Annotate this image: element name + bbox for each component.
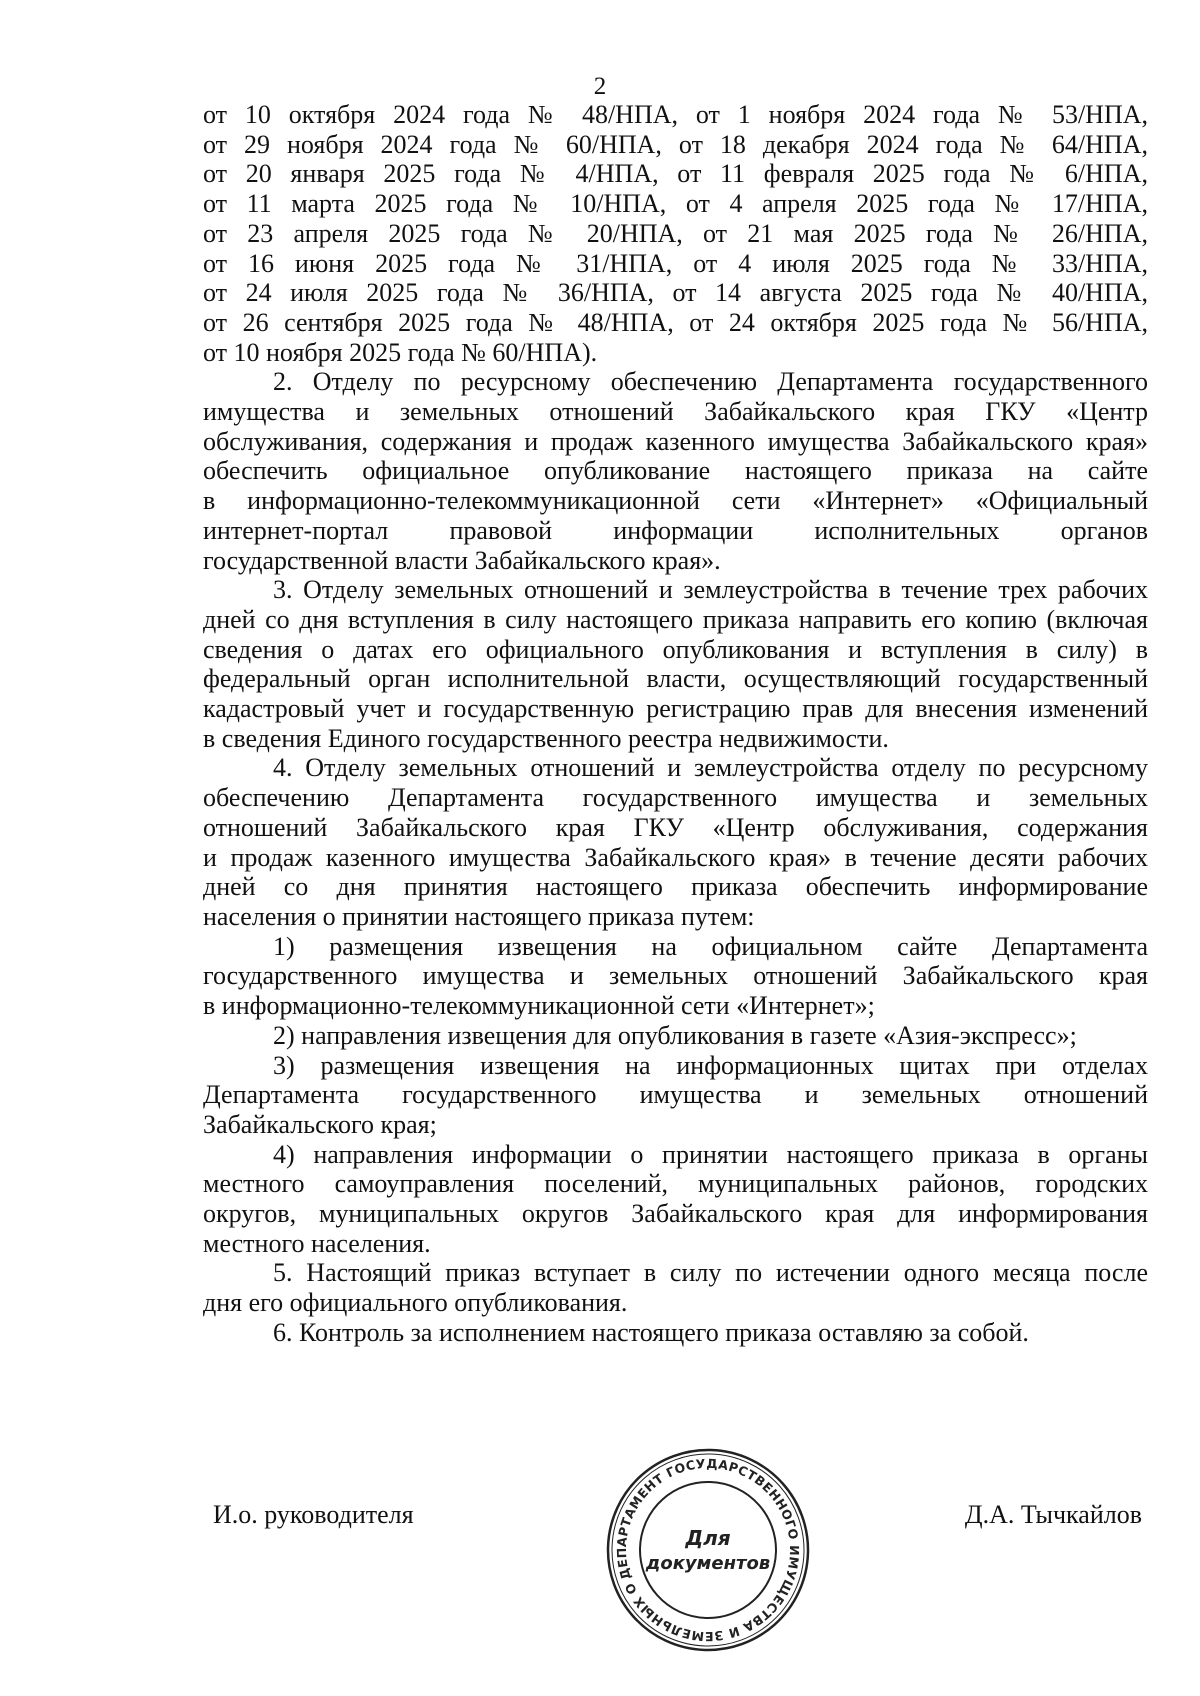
text-line: от 26 сентября 2025 года № 48/НПА, от 24 октября 2025 года № 56/НПА,: [203, 307, 1148, 337]
stamp-outer-ring-inner: [603, 1445, 813, 1655]
text-line: от 11 марта 2025 года № 10/НПА, от 4 апреля 2025 года № 17/НПА,: [203, 189, 1148, 219]
list-item-4: [203, 1140, 1148, 1259]
text-line: населения о принятии настоящего приказа путем:: [203, 901, 755, 931]
stamp-outer-ring: [603, 1445, 813, 1655]
text-line: 3. Отделу земельных отношений и землеустройства в течение трех рабочих: [273, 575, 1148, 605]
text-line: федеральный орган исполнительной власти, осуществляющий государственный: [203, 664, 1148, 694]
text-line: в информационно-телекоммуникационной сети «Интернет» «Официальный: [203, 486, 1148, 516]
text-line: в информационно-телекоммуникационной сети «Интернет»;: [203, 991, 875, 1021]
text-line: 2) направления извещения для опубликования в газете «Азия-экспресс»;: [273, 1020, 1077, 1050]
stamp-center-line-1: Для: [685, 1526, 731, 1550]
text-line: 2. Отделу по ресурсному обеспечению Департамента государственного: [273, 367, 1148, 397]
list-item-3: [203, 1051, 1148, 1140]
text-line: интернет-портал правовой информации исполнительных органов: [203, 515, 1148, 545]
official-stamp-icon: [603, 1445, 813, 1655]
paragraph-6: [203, 1318, 1148, 1348]
paragraph-1: [203, 100, 1148, 367]
text-line: округов, муниципальных округов Забайкальского края для информирования: [203, 1199, 1148, 1229]
text-line: от 29 ноября 2024 года № 60/НПА, от 18 декабря 2024 года № 64/НПА,: [203, 129, 1148, 159]
signatory-name: Д.А. Тычкайлов: [964, 1500, 1142, 1529]
text-line: и продаж казенного имущества Забайкальского края» в течение десяти рабочих: [203, 842, 1148, 872]
text-line: от 10 ноября 2025 года № 60/НПА).: [203, 337, 598, 367]
text-line: местного самоуправления поселений, муниципальных районов, городских: [203, 1169, 1148, 1199]
text-line: от 20 января 2025 года № 4/НПА, от 11 февраля 2025 года № 6/НПА,: [203, 159, 1148, 189]
text-line: 5. Настоящий приказ вступает в силу по истечении одного месяца после: [273, 1258, 1148, 1288]
paragraph-3: [203, 575, 1148, 753]
signatory-position: И.о. руководителя: [213, 1500, 414, 1529]
stamp-ring-text: ДЕПАРТАМЕНТ ГОСУДАРСТВЕННОГО ИМУЩЕСТВА И ЗЕМЕЛЬНЫХ ОТНОШЕНИЙ: [613, 1455, 803, 1645]
text-line: кадастровый учет и государственную регистрацию прав для внесения изменений: [203, 694, 1148, 724]
text-line: имущества и земельных отношений Забайкальского края ГКУ «Центр: [203, 397, 1148, 427]
text-line: обслуживания, содержания и продаж казенного имущества Забайкальского края»: [203, 426, 1148, 456]
page-number: 2: [593, 73, 607, 100]
text-line: отношений Забайкальского края ГКУ «Центр обслуживания, содержания: [203, 812, 1148, 842]
text-line: дней со дня вступления в силу настоящего приказа направить его копию (включая: [203, 604, 1148, 634]
text-line: 4) направления информации о принятии настоящего приказа в органы: [273, 1139, 1148, 1169]
text-line: от 10 октября 2024 года № 48/НПА, от 1 ноября 2024 года № 53/НПА,: [203, 100, 1148, 129]
paragraph-5: [203, 1258, 1148, 1317]
list-item-1: [203, 932, 1148, 1021]
text-line: Департамента государственного имущества и земельных отношений: [203, 1080, 1148, 1110]
text-line: 1) размещения извещения на официальном сайте Департамента: [273, 931, 1148, 961]
text-line: 4. Отделу земельных отношений и землеустройства отделу по ресурсному: [273, 753, 1148, 783]
text-line: от 23 апреля 2025 года № 20/НПА, от 21 мая 2025 года № 26/НПА,: [203, 218, 1148, 248]
text-line: в сведения Единого государственного реестра недвижимости.: [203, 723, 889, 753]
svg-text:ДЕПАРТАМЕНТ ГОСУДАРСТВЕННОГО И: [603, 1445, 813, 1655]
text-line: государственной власти Забайкальского края».: [203, 545, 721, 575]
text-line: обеспечению Департамента государственного имущества и земельных: [203, 783, 1148, 813]
text-line: государственного имущества и земельных отношений Забайкальского края: [203, 961, 1148, 991]
signature-block: [203, 1455, 1148, 1660]
text-line: 6. Контроль за исполнением настоящего приказа оставляю за собой.: [273, 1317, 1029, 1347]
list-item-2: [203, 1021, 1148, 1051]
text-line: от 16 июня 2025 года № 31/НПА, от 4 июля 2025 года № 33/НПА,: [203, 248, 1148, 278]
text-line: сведения о датах его официального опубликования и вступления в силу) в: [203, 634, 1148, 664]
text-line: 3) размещения извещения на информационных щитах при отделах: [273, 1050, 1148, 1080]
text-line: дня его официального опубликования.: [203, 1288, 628, 1318]
text-line: местного населения.: [203, 1228, 431, 1258]
text-line: от 24 июля 2025 года № 36/НПА, от 14 августа 2025 года № 40/НПА,: [203, 278, 1148, 308]
text-line: Забайкальского края;: [203, 1109, 437, 1139]
paragraph-4: [203, 753, 1148, 931]
text-line: дней со дня принятия настоящего приказа обеспечить информирование: [203, 872, 1148, 902]
text-line: обеспечить официальное опубликование настоящего приказа на сайте: [203, 456, 1148, 486]
document-body: [203, 100, 1148, 1348]
paragraph-2: [203, 367, 1148, 575]
stamp-center-line-2: документов: [645, 1553, 771, 1574]
